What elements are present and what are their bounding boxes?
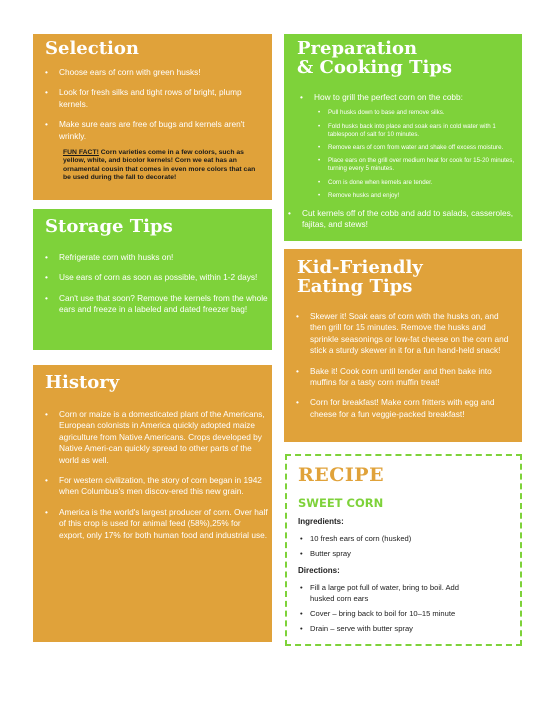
fun-fact-text: Corn varieties come in a few colors, such as yellow, white, and bicolor kernels! Corn we eat has an ornamental cousin that comes in even more colors that can be used during the fall to decorate! (63, 149, 256, 182)
selection-panel (33, 34, 272, 200)
list-item: • Butter spray (298, 548, 508, 559)
list-item: • For western civilization, the story of corn began in 1942 when Columbus's men discov-ered this new grain. (33, 475, 268, 498)
list-item (288, 92, 516, 200)
list-item: • Remove ears of corn from water and shake off excess moisture. (314, 144, 516, 152)
list-item: • Corn for breakfast! Make corn fritters with egg and cheese for a fun veggie-packed breakfast! (284, 397, 516, 420)
list-item: • Pull husks down to base and remove silks. (314, 109, 516, 117)
preparation-title (297, 40, 452, 78)
list-item: • Can't use that soon? Remove the kernels from the whole ears and freeze in a labeled and dated freezer bag! (33, 293, 268, 316)
list-item: • 10 fresh ears of corn (husked) (298, 533, 508, 544)
preparation-final-list (276, 208, 516, 240)
recipe-card (285, 454, 522, 646)
list-item: • Remove husks and enjoy! (314, 192, 516, 200)
directions-list (298, 582, 473, 638)
history-list (33, 409, 268, 550)
kid-friendly-title (297, 259, 423, 297)
preparation-steps (314, 109, 516, 200)
kid-friendly-panel (284, 249, 522, 442)
list-item: • Choose ears of corn with green husks! (33, 67, 268, 78)
kid-friendly-title-line2: Eating Tips (297, 275, 413, 297)
recipe-name: SWEET CORN (298, 496, 384, 510)
preparation-panel (284, 34, 522, 241)
history-title: History (45, 372, 120, 393)
list-item: • Place ears on the grill over medium heat for cook for 15-20 minutes, turning every 5 minutes. (314, 157, 516, 173)
selection-list (33, 67, 268, 148)
list-item: • Use ears of corn as soon as possible, within 1-2 days! (33, 272, 268, 283)
preparation-intro: How to grill the perfect corn on the cobb: (314, 92, 463, 102)
list-item: • Cover – bring back to boil for 10–15 minute (298, 608, 473, 619)
fun-fact-label: FUN FACT! (63, 149, 99, 156)
list-item: • Drain – serve with butter spray (298, 623, 473, 634)
list-item: • Skewer it! Soak ears of corn with the husks on, and then grill for 15 minutes. Remove the husks and sprinkle seasonings or low-fat cheese on the corn and stick a sturdy skewer in it for a fun hand-held snack! (284, 311, 516, 357)
list-item: • Look for fresh silks and tight rows of bright, plump kernels. (33, 87, 268, 110)
ingredients-label: Ingredients: (298, 517, 344, 526)
fun-fact (63, 149, 263, 183)
storage-title: Storage Tips (45, 216, 173, 237)
kid-friendly-title-line1: Kid-Friendly (297, 257, 423, 278)
storage-panel (33, 209, 272, 350)
directions-label: Directions: (298, 566, 340, 575)
history-panel (33, 365, 272, 642)
preparation-list (288, 92, 516, 205)
kid-friendly-list (284, 311, 516, 429)
list-item: • America is the world's largest producer of corn. Over half of this crop is used for animal feed (58%),25% for export, only 17% for both human food and industrial use. (33, 507, 268, 541)
list-item: • Corn is done when kernels are tender. (314, 179, 516, 187)
selection-title: Selection (45, 38, 139, 59)
list-item: • Fill a large pot full of water, bring to boil. Add husked corn ears (298, 582, 473, 604)
list-item: • Bake it! Cook corn until tender and then bake into muffins for a tasty corn muffin treat! (284, 366, 516, 389)
recipe-title: RECIPE (298, 464, 385, 486)
preparation-title-line2: & Cooking Tips (297, 56, 453, 78)
list-item: • Cut kernels off of the cobb and add to salads, casseroles, fajitas, and stews! (276, 208, 516, 231)
ingredients-list (298, 533, 508, 563)
storage-list (33, 252, 268, 325)
preparation-title-line1: Preparation (297, 38, 418, 59)
list-item: • Corn or maize is a domesticated plant of the Americans, European colonists in America quickly adopted maize agriculture from Native Americans. Crops developed by Native Ameri-can quickly spread to other parts of the world as well. (33, 409, 268, 466)
list-item: • Fold husks back into place and soak ears in cold water with 1 tablespoon of salt for 10 minutes. (314, 123, 516, 139)
list-item: • Make sure ears are free of bugs and kernels aren't wrinkly. (33, 119, 268, 142)
list-item: • Refrigerate corn with husks on! (33, 252, 268, 263)
